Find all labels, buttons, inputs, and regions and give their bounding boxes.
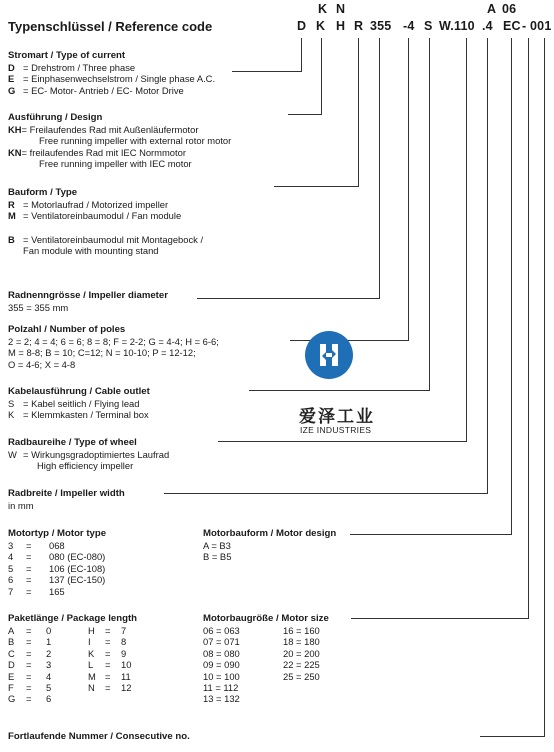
current-list: D = Drehstrom / Three phase E = Einphasenwechselstrom / Single phase A.C. G = EC- Motor- Antrieb / EC- Motor Drive [8, 62, 216, 96]
wheel-list: W = Wirkungsgradoptimiertes Laufrad High efficiency impeller [8, 449, 170, 472]
package-col1: A = 0 B = 1 C = 2 D = 3 E = 4 F = 5 G = 6 [8, 625, 52, 705]
motor-size-col2: 16 = 160 18 = 180 20 = 200 22 = 225 25 = 250 [283, 625, 320, 682]
section-title-motor-size: Motorbaugröße / Motor size [203, 613, 329, 624]
section-title-package: Paketlänge / Package length [8, 613, 138, 624]
section-title-diameter: Radnenngrösse / Impeller diameter [8, 290, 168, 301]
motor-design-list: A = B3 B = B5 [203, 540, 232, 563]
code-ec: EC [503, 19, 521, 33]
motor-size-col1: 06 = 063 07 = 071 08 = 080 09 = 090 10 = 100 11 = 112 13 = 132 [203, 625, 240, 705]
top-label-n: N [336, 2, 346, 16]
motor-type-list: 3 = 068 4 = 080 (EC-080) 5 = 106 (EC-108) 6 = 137 (EC-150) 7 = 165 [8, 540, 106, 597]
section-title-consecutive: Fortlaufende Nummer / Consecutive no. [8, 731, 190, 742]
code-r: R [354, 19, 364, 33]
code-poles: -4 [403, 19, 415, 33]
diameter-text: 355 = 355 mm [8, 302, 69, 313]
ize-logo-icon [304, 330, 354, 380]
code-4: .4 [482, 19, 493, 33]
section-title-poles: Polzahl / Number of poles [8, 324, 126, 335]
code-355: 355 [370, 19, 392, 33]
page-title: Typenschlüssel / Reference code [8, 19, 213, 34]
poles-list: 2 = 2; 4 = 4; 6 = 6; 8 = 8; F = 2-2; G = 4-4; H = 6-6; M = 8-8; B = 10; C=12; N = 10-10; P = 12-12; O = 4-6; X = 4-8 [8, 336, 219, 370]
code-001: - 001 [522, 19, 552, 33]
code-k: K [316, 19, 326, 33]
section-title-cable: Kabelausführung / Cable outlet [8, 386, 150, 397]
code-d: D [297, 19, 307, 33]
design-list: KH= Freilaufendes Rad mit Außenläufermotor Free running impeller with external rotor motor KN= freilaufendes Rad mit IEC Normmotor Free running impeller with IEC motor [8, 124, 232, 170]
top-label-06: 06 [502, 2, 517, 16]
section-title-design: Ausführung / Design [8, 112, 103, 123]
code-w110: W.110 [439, 19, 475, 33]
section-title-width: Radbreite / Impeller width [8, 488, 125, 499]
section-title-motor-design: Motorbauform / Motor design [203, 528, 337, 539]
section-title-type: Bauform / Type [8, 187, 78, 198]
width-text: in mm [8, 500, 34, 511]
top-label-k: K [318, 2, 328, 16]
watermark-cn: 爱泽工业 [299, 407, 375, 427]
package-col2: H = 7 I = 8 K = 9 L = 10 M = 11 N = 12 [88, 625, 132, 694]
section-title-wheel: Radbaureihe / Type of wheel [8, 437, 137, 448]
section-title-current: Stromart / Type of current [8, 50, 126, 61]
code-s: S [424, 19, 433, 33]
type-list: R = Motorlaufrad / Motorized impeller M = Ventilatoreinbaumodul / Fan module B = Ventilatoreinbaumodul mit Montagebock / Fan module with mounting stand [8, 199, 204, 257]
section-title-motor-type: Motortyp / Motor type [8, 528, 107, 539]
top-label-a: A [487, 2, 497, 16]
code-h: H [336, 19, 346, 33]
watermark-en: IZE INDUSTRIES [300, 425, 372, 435]
cable-list: S = Kabel seitlich / Flying lead K = Klemmkasten / Terminal box [8, 398, 149, 421]
